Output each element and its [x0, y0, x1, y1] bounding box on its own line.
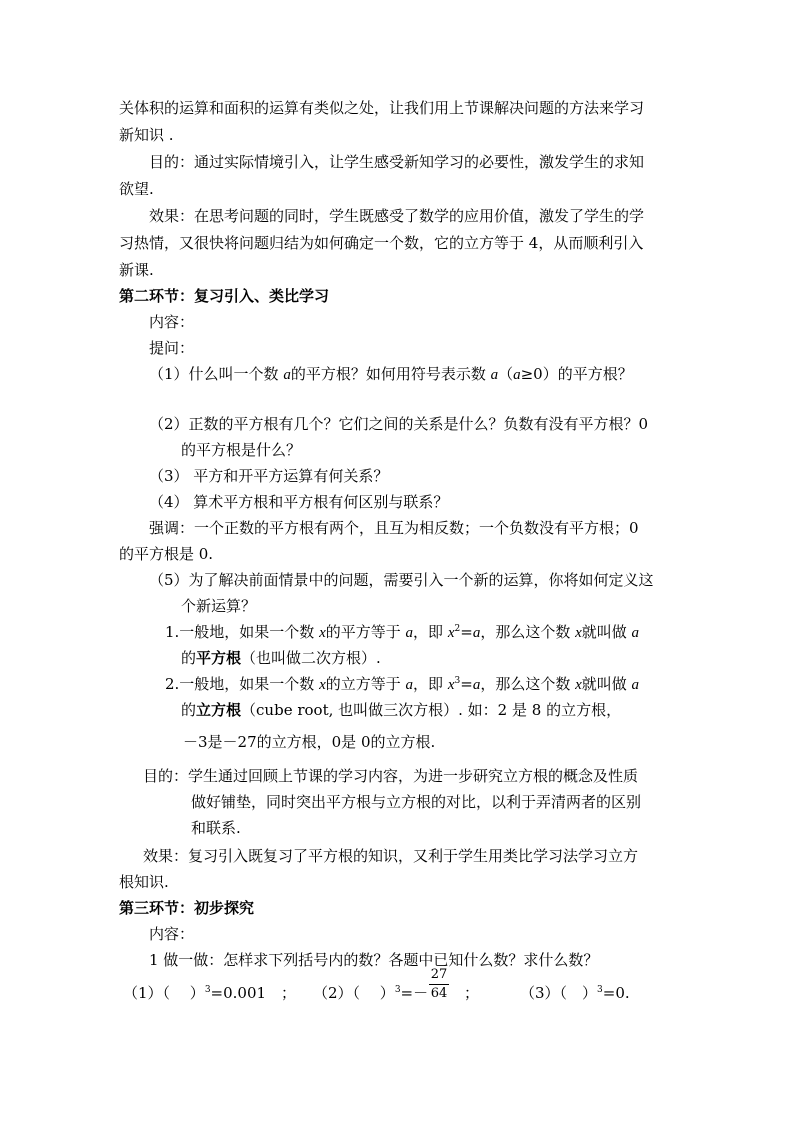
- text: ，即: [413, 675, 448, 693]
- text: ≥0）的平方根？: [520, 365, 633, 383]
- text: （3）（ ）: [520, 984, 598, 1002]
- effect-line: 效果：在思考问题的同时，学生既感受了数学的应用价值，激发了学生的学: [149, 207, 645, 225]
- var: x: [575, 677, 582, 693]
- text: （1）（ ）: [123, 984, 205, 1002]
- definition-2-example: －3是－27的立方根，0是 0的立方根.: [183, 733, 436, 751]
- definition-2: [165, 674, 639, 695]
- question-1: [149, 364, 633, 385]
- text: 的平方根？如何用符号表示数: [290, 365, 491, 383]
- exponent: 2: [454, 624, 461, 634]
- exercise-1: [123, 983, 296, 1003]
- question-2-cont: 的平方根是什么？: [181, 441, 302, 459]
- goal-line: 目的：学生通过回顾上节课的学习内容，为进一步研究立方根的概念及性质: [143, 767, 639, 785]
- text: （1）什么叫一个数: [149, 365, 284, 383]
- var: a: [490, 367, 499, 383]
- purpose-line: 欲望.: [119, 180, 154, 198]
- content-label: 内容：: [149, 925, 195, 943]
- definition-1: [165, 622, 639, 643]
- var: a: [472, 677, 481, 693]
- emphasis-line: 强调：一个正数的平方根有两个，且互为相反数；一个负数没有平方根；0: [149, 519, 639, 537]
- var: a: [472, 625, 481, 641]
- var: a: [631, 625, 640, 641]
- text: ，那么这个数: [480, 675, 576, 693]
- exponent: 3: [597, 985, 603, 995]
- numerator: 27: [430, 967, 448, 982]
- var: x: [447, 625, 455, 641]
- text: =: [460, 675, 473, 693]
- section-heading-2: 第二环节：复习引入、类比学习: [119, 287, 330, 305]
- var: x: [319, 625, 326, 641]
- text: （cube root, 也叫做三次方根）. 如：2 是 8 的立方根，: [241, 701, 622, 719]
- paragraph-line: 关体积的运算和面积的运算有类似之处，让我们用上节课解决问题的方法来学习: [119, 99, 645, 117]
- content-label: 内容：: [149, 313, 195, 331]
- var: a: [631, 677, 640, 693]
- var: a: [405, 625, 414, 641]
- exercise-3: [520, 983, 630, 1003]
- text: 的: [181, 701, 197, 719]
- exponent: 3: [454, 676, 461, 686]
- definition-1-cont: [181, 648, 381, 668]
- question-5-cont: 个新运算？: [181, 597, 257, 615]
- section-heading-3: 第三环节：初步探究: [119, 899, 255, 917]
- text: （2）（ ）: [313, 984, 395, 1002]
- goal-line: 做好铺垫，同时突出平方根与立方根的对比，以利于弄清两者的区别: [191, 793, 642, 811]
- var: x: [575, 625, 582, 641]
- var: a: [405, 677, 414, 693]
- text: 就叫做: [581, 675, 632, 693]
- text: 就叫做: [581, 623, 632, 641]
- text: =0.: [602, 984, 630, 1002]
- text: ，即: [413, 623, 448, 641]
- effect-line: 习热情，又很快将问题归结为如何确定一个数，它的立方等于 4，从而顺利引入: [119, 234, 644, 252]
- effect-review-line: 效果：复习引入既复习了平方根的知识，又利于学生用类比学习法学习立方: [143, 847, 639, 865]
- var: x: [319, 677, 326, 693]
- ask-label: 提问：: [149, 339, 195, 357]
- try-prompt: 1 做一做：怎样求下列括号内的数？各题中已知什么数？求什么数？: [149, 951, 599, 969]
- exponent: 3: [394, 985, 401, 995]
- text: （也叫做二次方根）.: [241, 649, 381, 667]
- text: 1.一般地，如果一个数: [165, 623, 320, 641]
- exponent: 3: [204, 985, 211, 995]
- text: =: [460, 623, 473, 641]
- question-2: （2）正数的平方根有几个？它们之间的关系是什么？负数有没有平方根？0: [149, 415, 649, 433]
- purpose-line: 目的：通过实际情境引入，让学生感受新知学习的必要性，激发学生的求知: [149, 153, 645, 171]
- text: =0.001 ；: [210, 984, 297, 1002]
- question-3: （3） 平方和开平方运算有何关系？: [149, 467, 389, 485]
- var: a: [283, 367, 291, 383]
- paragraph-line: 新知识 .: [119, 126, 174, 144]
- var: a: [513, 367, 521, 383]
- text: 2.一般地，如果一个数: [165, 675, 320, 693]
- text: =－: [400, 984, 429, 1002]
- term: 立方根: [196, 701, 242, 719]
- question-4: （4） 算术平方根和平方根有何区别与联系？: [149, 493, 449, 511]
- term: 平方根: [196, 649, 242, 667]
- text: 的立方等于: [325, 675, 406, 693]
- text: 的平方等于: [325, 623, 406, 641]
- emphasis-line: 的平方根是 0.: [119, 545, 214, 563]
- effect-line: 新课.: [119, 261, 154, 279]
- var: x: [447, 677, 455, 693]
- exercise-2: [313, 983, 428, 1003]
- text: 的: [181, 649, 197, 667]
- denominator: 64: [430, 986, 448, 1001]
- exercise-2-end: ；: [464, 984, 480, 1002]
- fraction: [427, 966, 451, 1003]
- effect-review-line: 根知识.: [119, 873, 169, 891]
- question-5: （5）为了解决前面情景中的问题，需要引入一个新的运算，你将如何定义这: [149, 571, 654, 589]
- definition-2-cont: [181, 700, 621, 720]
- goal-line: 和联系.: [191, 819, 241, 837]
- text: ，那么这个数: [480, 623, 576, 641]
- text: （: [498, 365, 514, 383]
